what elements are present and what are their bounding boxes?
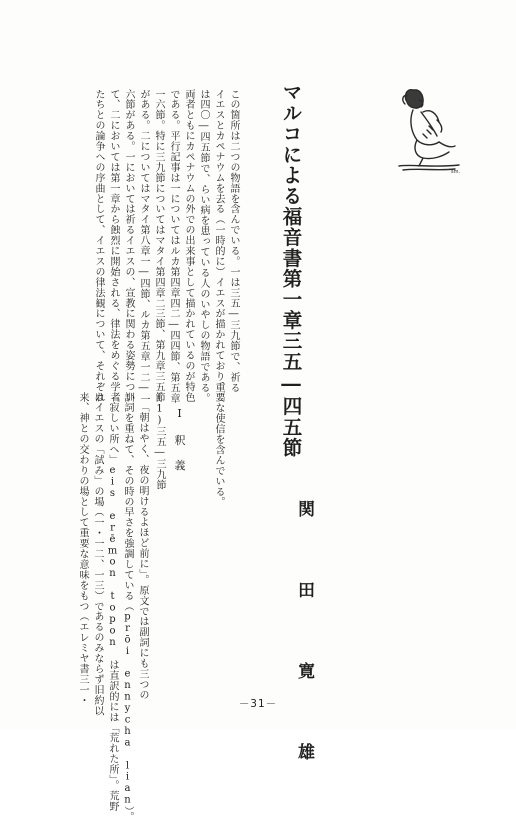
- svg-text:sm.: sm.: [451, 169, 461, 174]
- exegesis-line: 来、神との交わりの場として重要な意味をもつ（エレミヤ書三一・: [77, 392, 88, 706]
- exegesis-line: 「朝はやく、夜の明けるよほど前に」。原文では副詞にも三つの: [137, 402, 148, 701]
- page-title: マルコによる福音書第一章三五―四五節: [279, 82, 303, 459]
- intro-line: たちとの論争への序曲として、イエスの律法観について、それぞれ: [93, 89, 104, 403]
- intro-line: 六節がある。一においては祈るイエスの、宣教に関わる姿勢につい: [123, 89, 134, 403]
- section-heading: Ⅰ 釈 義: [173, 407, 186, 471]
- intro-line: 両者ともにカペナウムの外での出来事として描かれているのが特色: [183, 89, 194, 403]
- intro-line: て、二においては第一章から蝕烈に開始される、律法をめぐる学者: [108, 89, 119, 403]
- exegesis-line: 「寂しい所へ」eis erēmon topon は直訳的には「荒れた所」。荒野: [107, 392, 118, 812]
- intro-line: この箇所は二つの物語を含んでいる。一は三五―三九節で、祈る: [228, 89, 239, 394]
- kneeling-figure-illustration-icon: [393, 82, 465, 174]
- intro-line: である。平行記事は一についてはルカ第四章四二―四四節、第五章: [168, 89, 179, 404]
- subsection-heading: (1)三五―三九節: [154, 392, 165, 491]
- intro-line: 一六節。特に三九節についてはマタイ第四章二三節、第九章三五節: [153, 89, 164, 403]
- page-number: －31－: [238, 698, 278, 710]
- intro-end-line: 重要な使信を含んでいる。: [213, 382, 224, 508]
- exegesis-line: 訓詞を重ねて、その時の早さを強調している（prōi ennycha lian）。: [122, 392, 133, 822]
- intro-line: は四〇―四五節で、らい病を患っている人のいやしの物語である。: [198, 89, 209, 404]
- intro-line: イエスとカペナウムを去る（一時的に）イエスが描かれており、二: [213, 89, 224, 403]
- exegesis-line: はイエスの「試み」の場（一・一二、一三）であるのみならず旧約以: [92, 392, 103, 716]
- author-name: 関 田 寛 雄: [294, 500, 314, 782]
- intro-line: がある。二についてはマタイ第八章一―四節、ルカ第五章一二―一: [138, 89, 149, 405]
